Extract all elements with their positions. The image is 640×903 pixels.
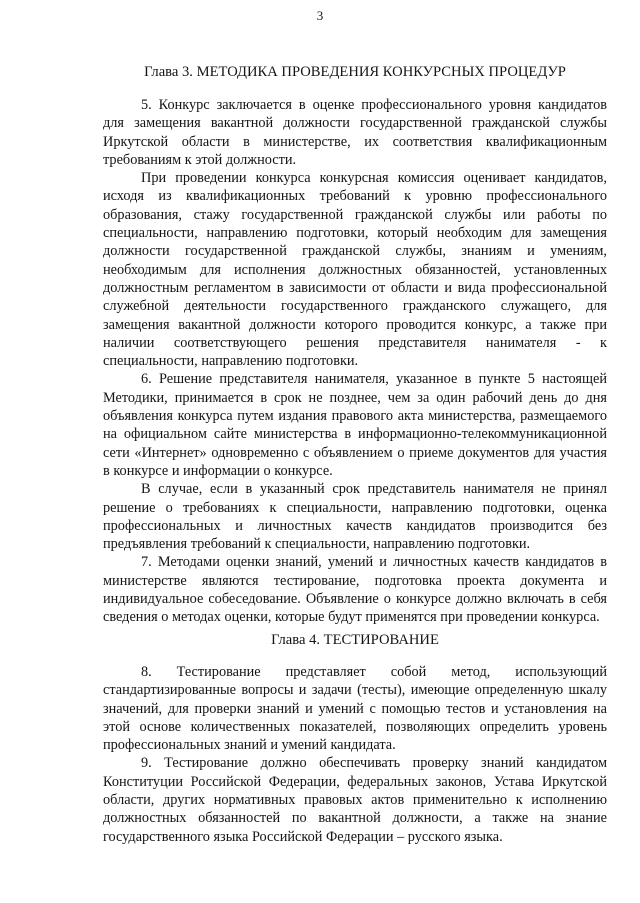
- paragraph-8: 8. Тестирование представляет собой метод, использующий стандартизированные вопросы и задачи (тесты), имеющие определенную шкалу значений, для проверки знаний и умений с помощью тестов и установления на этой основе количественных показателей, позволяющих определить уровень профессиональных знаний и умений кандидата.: [103, 664, 607, 754]
- chapter-4-body: [103, 663, 607, 846]
- paragraph-9: 9. Тестирование должно обеспечивать проверку знаний кандидатом Конституции Российской Федерации, федеральных законов, Устава Иркутской области, других нормативных правовых актов применительно к исполнению должностных обязанностей по вакантной должности, а также на знание государственного языка Российской Федерации – русского языка.: [103, 755, 607, 845]
- page-number: 3: [316, 8, 324, 23]
- paragraph-7: 7. Методами оценки знаний, умений и личностных качеств кандидатов в министерстве являются тестирование, подготовка проекта документа и индивидуальное собеседование. Объявление о конкурсе должно включать в себя сведения о методах оценки, которые будут применятся при проведении конкурса.: [103, 554, 607, 626]
- chapter-4-title: Глава 4. ТЕСТИРОВАНИЕ: [271, 632, 439, 648]
- chapter-3-body: [103, 96, 607, 627]
- paragraph-6: 6. Решение представителя нанимателя, указанное в пункте 5 настоящей Методики, принимается в срок не позднее, чем за один рабочий день до дня объявления конкурса путем издания правового акта министерства, размещаемого на официальном сайте министерства в информационно-телекоммуникационной сети «Интернет» одновременно с объявлением о приеме документов для участия в конкурсе и информации о конкурсе.: [103, 371, 607, 479]
- paragraph-5: 5. Конкурс заключается в оценке профессионального уровня кандидатов для замещения вакантной должности государственной гражданской службы Иркутской области в министерстве, их соответствия квалификационным требованиям к этой должности.: [103, 97, 607, 168]
- paragraph-6-continued: В случае, если в указанный срок представитель нанимателя не принял решение о требованиях к специальности, направлению подготовки, оценка профессиональных и личностных качеств кандидатов производится без предъявления требований к специальности, направлению подготовки.: [103, 481, 607, 553]
- paragraph-5-continued: При проведении конкурса конкурсная комиссия оценивает кандидатов, исходя из квалификационных требований к уровню профессионального образования, стажу государственной гражданской службы или работы по специальности, направлению подготовки, который необходим для замещения должности государственной гражданской службы, знаниям и умениям, необходимым для исполнения должностных обязанностей, установленных должностным регламентом в зависимости от области и вида профессиональной служебной деятельности государственного гражданского служащего, для замещения вакантной должности которого проводится конкурс, а также при наличии соответствующего решения представителя нанимателя - к специальности, направлению подготовки.: [103, 170, 607, 370]
- chapter-3-title: Глава 3. МЕТОДИКА ПРОВЕДЕНИЯ КОНКУРСНЫХ ПРОЦЕДУР: [144, 64, 566, 80]
